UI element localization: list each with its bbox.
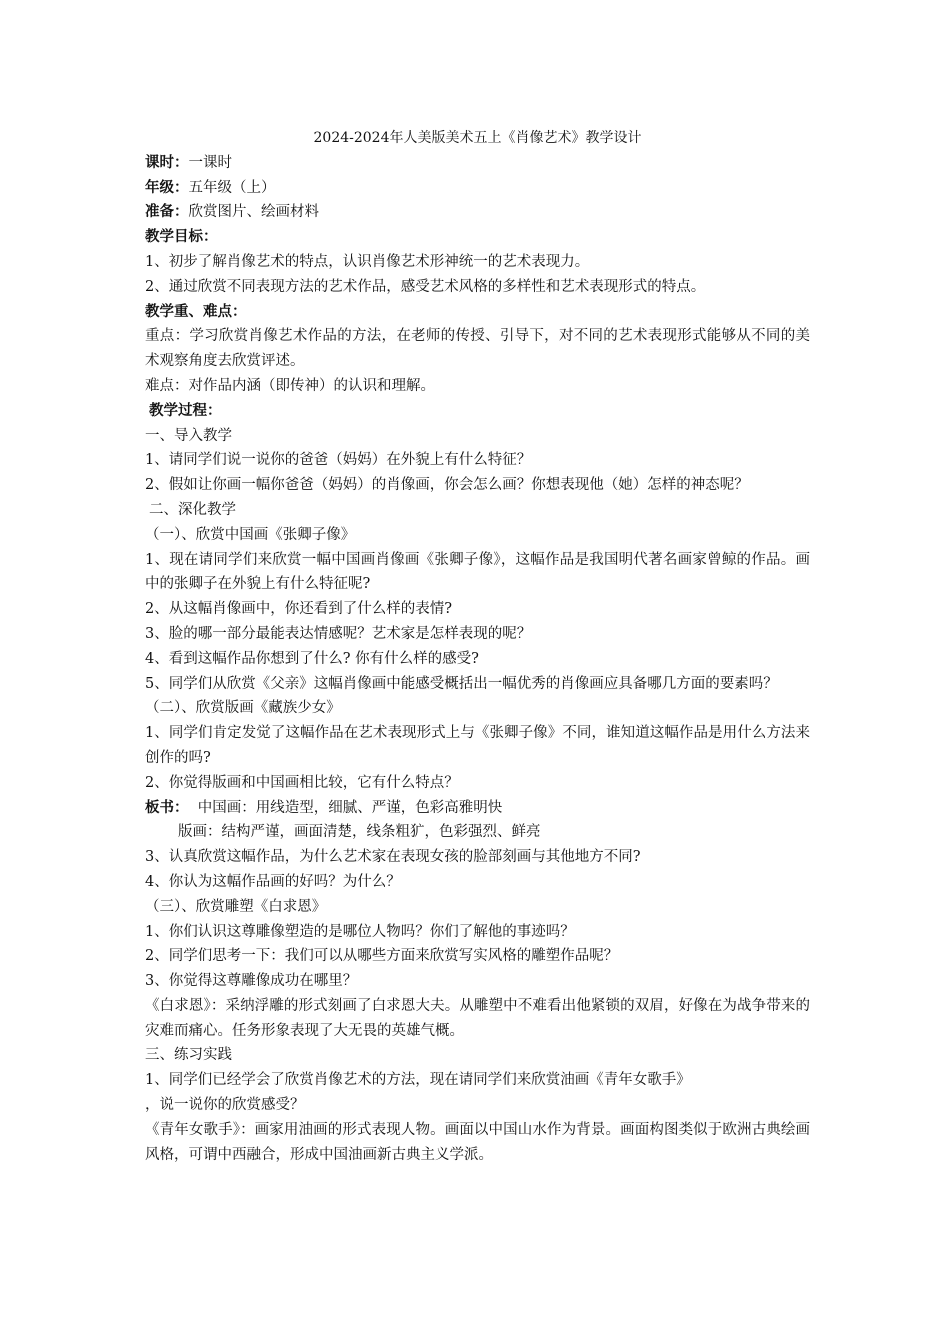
- goal-item: 1、初步了解肖像艺术的特点，认识肖像艺术形神统一的艺术表现力。: [145, 253, 590, 270]
- meta-value: 欣赏图片、绘画材料: [188, 204, 319, 221]
- meta-value: 一课时: [188, 154, 232, 171]
- board-notes-line-1: [145, 796, 810, 821]
- goal-item: 2、通过欣赏不同表现方法的艺术作品，感受艺术风格的多样性和艺术表现形式的特点。: [145, 278, 706, 295]
- page-title: 2024-2024年人美版美术五上《肖像艺术》教学设计: [313, 130, 642, 146]
- question-item: 1、你们认识这尊雕像塑造的是哪位人物吗？你们了解他的事迹吗？: [145, 923, 575, 940]
- question-item: 2、你觉得版画和中国画相比较，它有什么特点？: [145, 774, 459, 791]
- board-text: 中国画：用线造型，细腻、严谨，色彩高雅明快: [197, 799, 503, 816]
- meta-grade: [145, 176, 810, 201]
- meta-label: 准备：: [145, 203, 189, 221]
- meta-label: 年级：: [145, 178, 189, 196]
- section-heading: 一、导入教学: [145, 427, 232, 444]
- question-item: 1、同学们肯定发觉了这幅作品在艺术表现形式上与《张卿子像》不同，谁知道这幅作品是用什么方法来创作的吗?: [145, 725, 810, 766]
- question-item: 1、现在请同学们来欣赏一幅中国画肖像画《张卿子像》，这幅作品是我国明代著名画家曾鲸的作品。画中的张卿子在外貌上有什么特征呢?: [145, 551, 810, 593]
- meta-label: 课时：: [145, 153, 189, 171]
- document-page: [145, 126, 810, 1167]
- question-item: 2、从这幅肖像画中，你还看到了什么样的表情?: [145, 601, 452, 618]
- artwork-note: 《白求恩》：采纳浮雕的形式刻画了白求恩大夫。从雕塑中不难看出他紧锁的双眉，好像在为战争带来的灾难而痛心。任务形象表现了大无畏的英雄气概。: [145, 997, 810, 1039]
- subsection-heading: （三）、欣赏雕塑《白求恩》: [145, 898, 327, 915]
- question-item: 3、认真欣赏这幅作品，为什么艺术家在表现女孩的脸部刻画与其他地方不同?: [145, 849, 641, 866]
- process-heading: 教学过程：: [149, 401, 222, 419]
- artwork-note: 《青年女歌手》：画家用油画的形式表现人物。画面以中国山水作为背景。画面构图类似于欧洲古典绘画风格，可谓中西融合，形成中国油画新古典主义学派。: [145, 1121, 810, 1163]
- question-item: 2、假如让你画一幅你爸爸（妈妈）的肖像画，你会怎么画？你想表现他（她）怎样的神态呢？: [145, 477, 749, 494]
- question-item-continued: ，说一说你的欣赏感受？: [145, 1097, 305, 1114]
- question-item: 5、同学们从欣赏《父亲》这幅肖像画中能感受概括出一幅优秀的肖像画应具备哪几方面的要素吗？: [145, 675, 778, 692]
- subsection-heading: （一）、欣赏中国画《张卿子像》: [145, 526, 356, 543]
- question-item: 4、你认为这幅作品画的好吗？为什么？: [145, 873, 401, 890]
- question-item: 3、脸的哪一部分最能表达情感呢？艺术家是怎样表现的呢？: [145, 625, 532, 642]
- section-heading: 二、深化教学: [149, 501, 236, 518]
- goals-heading: 教学目标：: [145, 228, 218, 246]
- board-label: 板书：: [145, 798, 189, 816]
- question-item: 1、同学们已经学会了欣赏肖像艺术的方法，现在请同学们来欣赏油画《青年女歌手》: [145, 1072, 691, 1089]
- keypoint-focus: 重点：学习欣赏肖像艺术作品的方法，在老师的传授、引导下，对不同的艺术表现形式能够从不同的美术观察角度去欣赏评述。: [145, 328, 810, 370]
- subsection-heading: （二）、欣赏版画《藏族少女》: [145, 700, 341, 717]
- keypoint-difficulty: 难点：对作品内涵（即传神）的认识和理解。: [145, 377, 435, 394]
- question-item: 1、请同学们说一说你的爸爸（妈妈）在外貌上有什么特征？: [145, 452, 532, 469]
- question-item: 3、你觉得这尊雕像成功在哪里？: [145, 973, 358, 990]
- meta-value: 五年级（上）: [188, 179, 276, 196]
- meta-lesson-time: [145, 151, 810, 176]
- board-notes-line-2: 版画：结构严谨，画面清楚，线条粗犷，色彩强烈、鲜亮: [178, 824, 541, 841]
- question-item: 4、看到这幅作品你想到了什么? 你有什么样的感受?: [145, 650, 479, 667]
- meta-preparation: [145, 200, 810, 225]
- section-heading: 三、练习实践: [145, 1047, 232, 1064]
- keypoints-heading: 教学重、难点：: [145, 302, 247, 320]
- question-item: 2、同学们思考一下：我们可以从哪些方面来欣赏写实风格的雕塑作品呢？: [145, 948, 619, 965]
